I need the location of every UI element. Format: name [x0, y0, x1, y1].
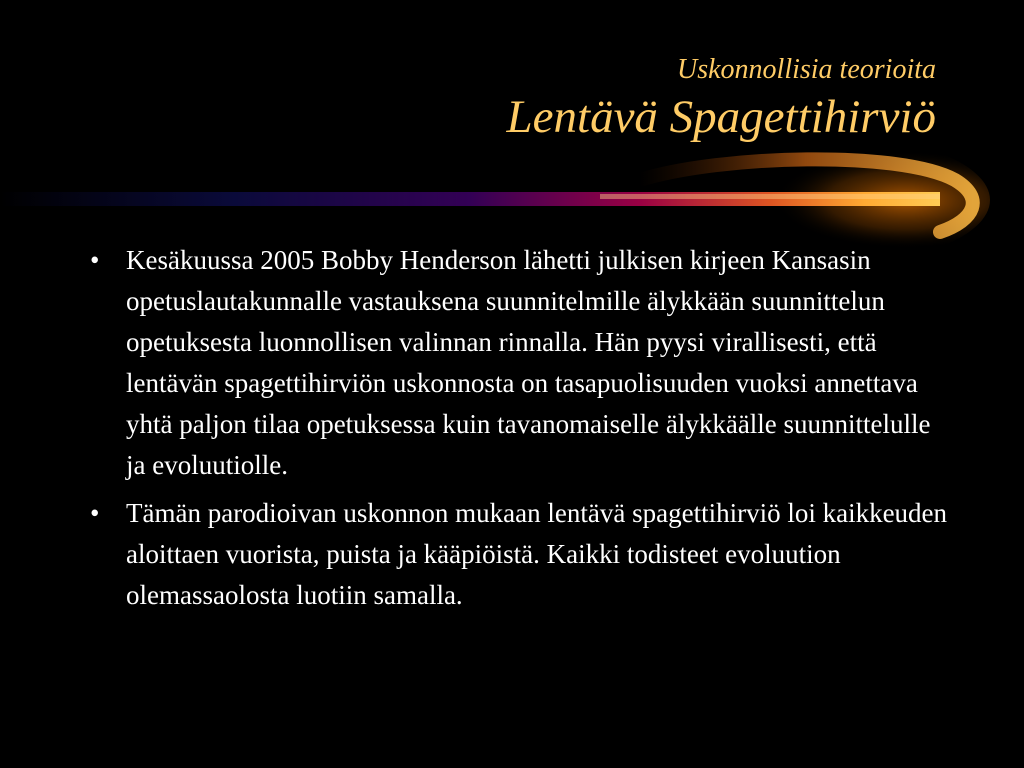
slide-title: Lentävä Spagettihirviö — [506, 91, 936, 143]
slide-content — [88, 240, 948, 623]
bullet-item — [88, 240, 948, 486]
bullet-list — [88, 240, 948, 616]
bullet-icon: • — [90, 245, 100, 275]
slide-subtitle: Uskonnollisia teorioita — [677, 54, 936, 85]
swoosh-highlight — [600, 194, 940, 199]
bullet-item — [88, 493, 948, 616]
decorative-swoosh — [0, 150, 1024, 250]
bullet-icon: • — [90, 498, 100, 528]
title-block — [507, 52, 936, 146]
bullet-text: Tämän parodioivan uskonnon mukaan lentävä spagettihirviö loi kaikkeuden aloittaen vuorista, puista ja kääpiöistä. Kaikki todisteet evoluution olemassaolosta luotiin samalla. — [126, 498, 948, 610]
bullet-text: Kesäkuussa 2005 Bobby Henderson lähetti julkisen kirjeen Kansasin opetuslautakunnalle vastauksena suunnitelmille älykkään suunnittelun opetuksesta luonnollisen valinnan rinnalla. Hän pyysi virallisesti, että lentävän spagettihirviön uskonnosta on tasapuolisuuden vuoksi annettava yhtä paljon tilaa opetuksessa kuin tavanomaiselle älykkäälle suunnittelulle ja evoluutiolle. — [126, 245, 931, 480]
